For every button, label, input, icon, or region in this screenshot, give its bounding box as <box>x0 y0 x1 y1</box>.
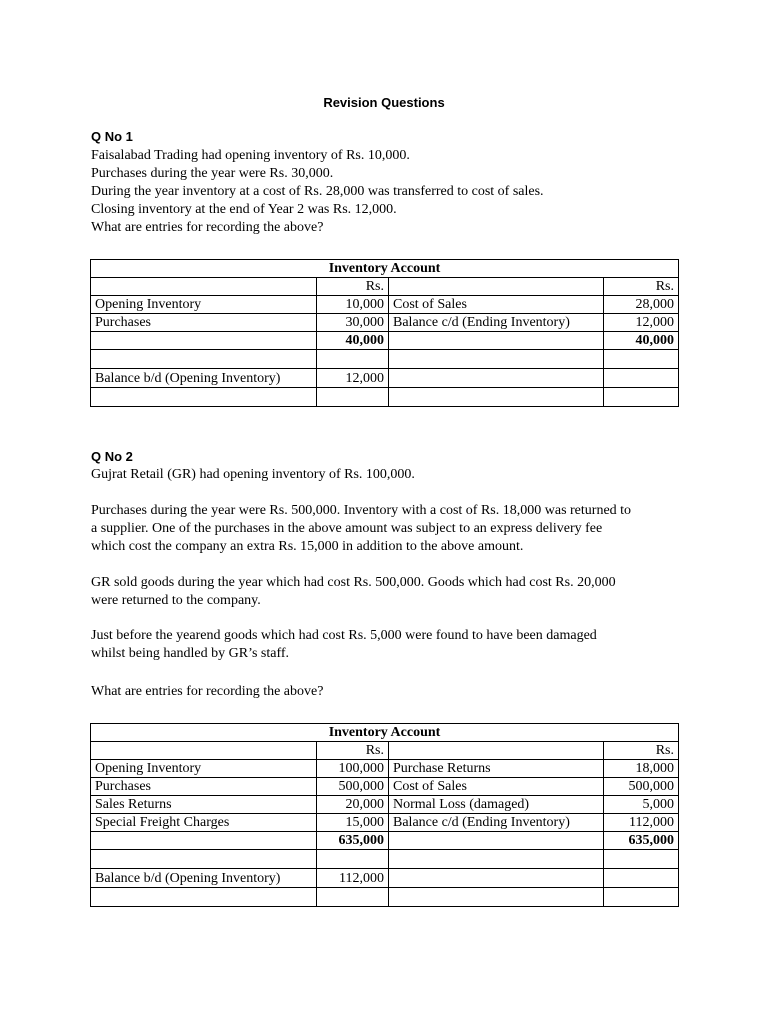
q1-line: Purchases during the year were Rs. 30,000. <box>91 166 334 181</box>
credit-label: Balance c/d (Ending Inventory) <box>389 314 604 332</box>
q1-heading: Q No 1 <box>91 129 133 144</box>
credit-amount: 28,000 <box>604 296 679 314</box>
q1-line: During the year inventory at a cost of Rs. 28,000 was transferred to cost of sales. <box>91 184 544 199</box>
q2-line: GR sold goods during the year which had cost Rs. 500,000. Goods which had cost Rs. 20,000 <box>91 575 616 590</box>
q1-text <box>91 147 691 237</box>
debit-amount: 10,000 <box>317 296 389 314</box>
credit-label: Cost of Sales <box>389 778 604 796</box>
table-title-row <box>91 260 679 278</box>
currency-label: Rs. <box>604 278 679 296</box>
table-currency-row <box>91 278 679 296</box>
debit-total: 40,000 <box>317 332 389 350</box>
q2-line: Purchases during the year were Rs. 500,000. Inventory with a cost of Rs. 18,000 was returned to <box>91 503 632 518</box>
q2-paragraph-3 <box>91 574 691 610</box>
debit-amount: 30,000 <box>317 314 389 332</box>
debit-label: Sales Returns <box>91 796 317 814</box>
blank-row <box>91 388 679 407</box>
blank-row <box>91 888 679 907</box>
currency-label: Rs. <box>317 278 389 296</box>
balance-bd-label: Balance b/d (Opening Inventory) <box>91 369 317 388</box>
credit-label: Balance c/d (Ending Inventory) <box>389 814 604 832</box>
credit-amount: 12,000 <box>604 314 679 332</box>
q2-paragraph-2 <box>91 502 691 556</box>
debit-amount: 15,000 <box>317 814 389 832</box>
table-title: Inventory Account <box>91 724 679 742</box>
q2-heading: Q No 2 <box>91 449 133 464</box>
credit-total: 635,000 <box>604 832 679 850</box>
q1-line: Closing inventory at the end of Year 2 was Rs. 12,000. <box>91 202 397 217</box>
q2-line: whilst being handled by GR’s staff. <box>91 646 290 661</box>
balance-bd-amount: 12,000 <box>317 369 389 388</box>
q2-paragraph-4 <box>91 627 691 663</box>
q2-inventory-account-table <box>90 723 679 907</box>
balance-bd-label: Balance b/d (Opening Inventory) <box>91 869 317 888</box>
q1-line: Faisalabad Trading had opening inventory of Rs. 10,000. <box>91 148 410 163</box>
debit-amount: 20,000 <box>317 796 389 814</box>
credit-amount: 112,000 <box>604 814 679 832</box>
total-row <box>91 332 679 350</box>
q2-line: were returned to the company. <box>91 593 261 608</box>
credit-amount: 18,000 <box>604 760 679 778</box>
debit-label: Opening Inventory <box>91 296 317 314</box>
debit-label: Opening Inventory <box>91 760 317 778</box>
table-title: Inventory Account <box>91 260 679 278</box>
table-title-row <box>91 724 679 742</box>
q2-paragraph-1: Gujrat Retail (GR) had opening inventory of Rs. 100,000. <box>91 467 415 482</box>
debit-amount: 100,000 <box>317 760 389 778</box>
page-title: Revision Questions <box>323 95 445 110</box>
table-row <box>91 796 679 814</box>
q2-line: which cost the company an extra Rs. 15,000 in addition to the above amount. <box>91 539 524 554</box>
balance-bd-row <box>91 869 679 888</box>
q2-paragraph-5: What are entries for recording the above? <box>91 684 324 699</box>
total-row <box>91 832 679 850</box>
table-row <box>91 814 679 832</box>
balance-bd-amount: 112,000 <box>317 869 389 888</box>
currency-label: Rs. <box>317 742 389 760</box>
q2-line: Just before the yearend goods which had cost Rs. 5,000 were found to have been damaged <box>91 628 597 643</box>
q1-inventory-account-table <box>90 259 679 407</box>
table-row <box>91 778 679 796</box>
credit-label: Normal Loss (damaged) <box>389 796 604 814</box>
table-row <box>91 760 679 778</box>
credit-total: 40,000 <box>604 332 679 350</box>
balance-bd-row <box>91 369 679 388</box>
q1-line: What are entries for recording the above? <box>91 220 324 235</box>
credit-label: Purchase Returns <box>389 760 604 778</box>
credit-amount: 5,000 <box>604 796 679 814</box>
credit-label: Cost of Sales <box>389 296 604 314</box>
debit-total: 635,000 <box>317 832 389 850</box>
table-currency-row <box>91 742 679 760</box>
debit-label: Purchases <box>91 314 317 332</box>
credit-amount: 500,000 <box>604 778 679 796</box>
debit-amount: 500,000 <box>317 778 389 796</box>
table-row <box>91 296 679 314</box>
debit-label: Purchases <box>91 778 317 796</box>
table-row <box>91 314 679 332</box>
currency-label: Rs. <box>604 742 679 760</box>
blank-row <box>91 850 679 869</box>
debit-label: Special Freight Charges <box>91 814 317 832</box>
q2-line: a supplier. One of the purchases in the above amount was subject to an express delivery fee <box>91 521 603 536</box>
blank-row <box>91 350 679 369</box>
